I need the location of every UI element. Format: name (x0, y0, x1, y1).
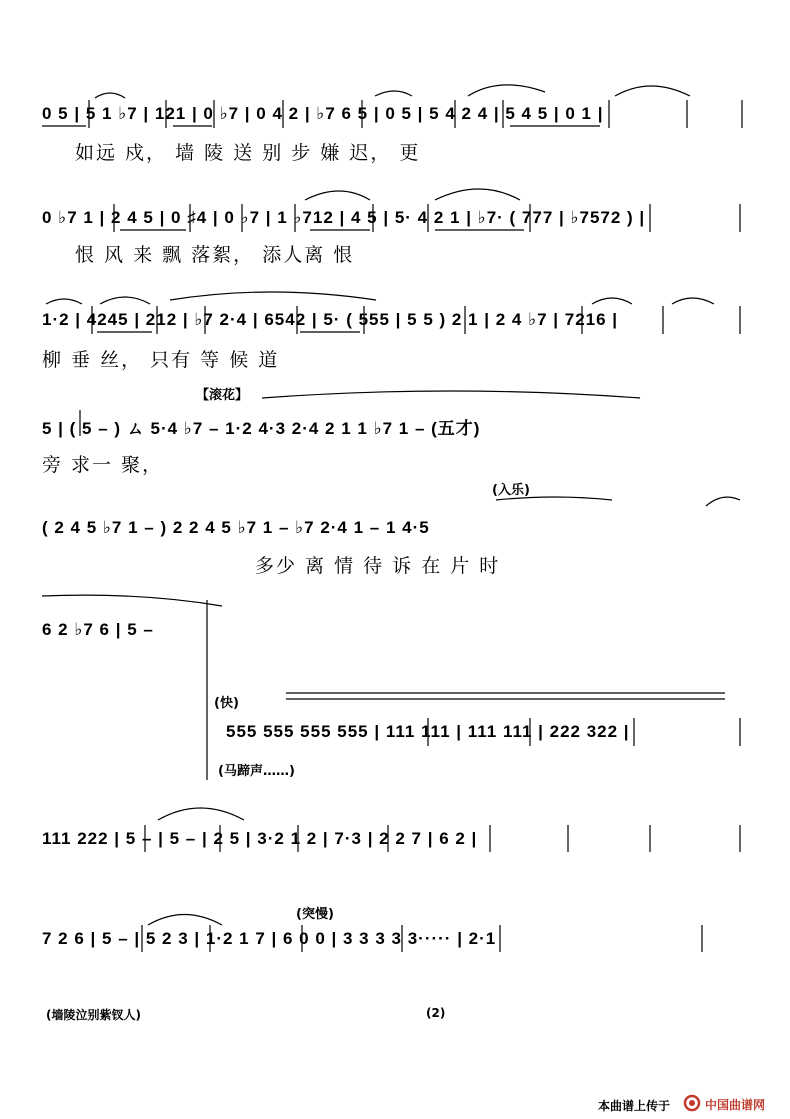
score-row-6-notes: 6 2 ♭7 6 | 5 – (42, 620, 154, 639)
score-row-2-lyrics: 恨 风 来 飘 落絮， 添人离 恨 (75, 244, 355, 266)
score-row-4-notes: 5 | ( 5 – ) ㄙ 5·4 ♭7 – 1·2 4·3 2·4 2 1 1 ♭7 1 – (五才) (42, 419, 481, 438)
footer-title: (墙陵泣别紫钗人) (46, 1008, 141, 1022)
site-logo (683, 1094, 783, 1112)
site-logo-icon (683, 1094, 705, 1112)
score-row-7-lyrics: (马蹄声……) (218, 764, 295, 779)
score-row-3-lyrics: 柳 垂 丝， 只有 等 候 道 (42, 349, 280, 371)
site-name: 中国曲谱网 (705, 1098, 766, 1112)
tempo-label-sudden-slow: (突慢) (296, 907, 334, 922)
score-row-5-notes: ( 2 4 5 ♭7 1 – ) 2 2 4 5 ♭7 1 – ♭7 2·4 1 – 1 4·5 (42, 518, 430, 537)
score-row-7-notes: 555 555 555 555 | 111 111 | 111 111 | 222 322 | (226, 722, 630, 741)
tempo-label-fast: (快) (214, 696, 239, 711)
score-row-8-notes: 111 222 | 5 – | 5 – | 2 5 | 3·2 1 2 | 7·3 | 2 2 7 | 6 2 | (42, 829, 478, 848)
score-row-9-notes: 7 2 6 | 5 – | 5 2 3 | 1·2 1 7 | 6 0 0 | 3 3 3 3 3····· | 2·1 (42, 929, 497, 948)
score-row-1-notes: 0 5 | 5 1 ♭7 | 121 | 0 ♭7 | 0 4 2 | ♭7 6 5 | 0 5 | 5 4 2 4 | 5 4 5 | 0 1 | (42, 104, 604, 123)
score-row-4-lyrics: 旁 求一 聚， (42, 454, 164, 476)
score-row-3-notes: 1·2 | 4245 | 212 | ♭7 2·4 | 6542 | 5· ( 555 | 5 5 ) 2 1 | 2 4 ♭7 | 7216 | (42, 310, 619, 329)
score-row-2-notes: 0 ♭7 1 | 2 4 5 | 0 ♯4 | 0 ♭7 | 1 ♭712 | 4 5 | 5· 4 2 1 | ♭7· ( 777 | ♭7572 ) | (42, 208, 646, 227)
upload-text: 本曲谱上传于 (598, 1099, 671, 1113)
score-row-5-lyrics: 多少 离 情 待 诉 在 片 时 (255, 555, 501, 577)
section-label-gunhua: 【滚花】 (196, 388, 249, 403)
score-row-1-lyrics: 如远 戍， 墙 陵 送 别 步 嫌 迟， 更 (75, 142, 421, 164)
section-label-ruyue: (入乐) (492, 483, 530, 498)
page-number: (2) (426, 1006, 446, 1020)
